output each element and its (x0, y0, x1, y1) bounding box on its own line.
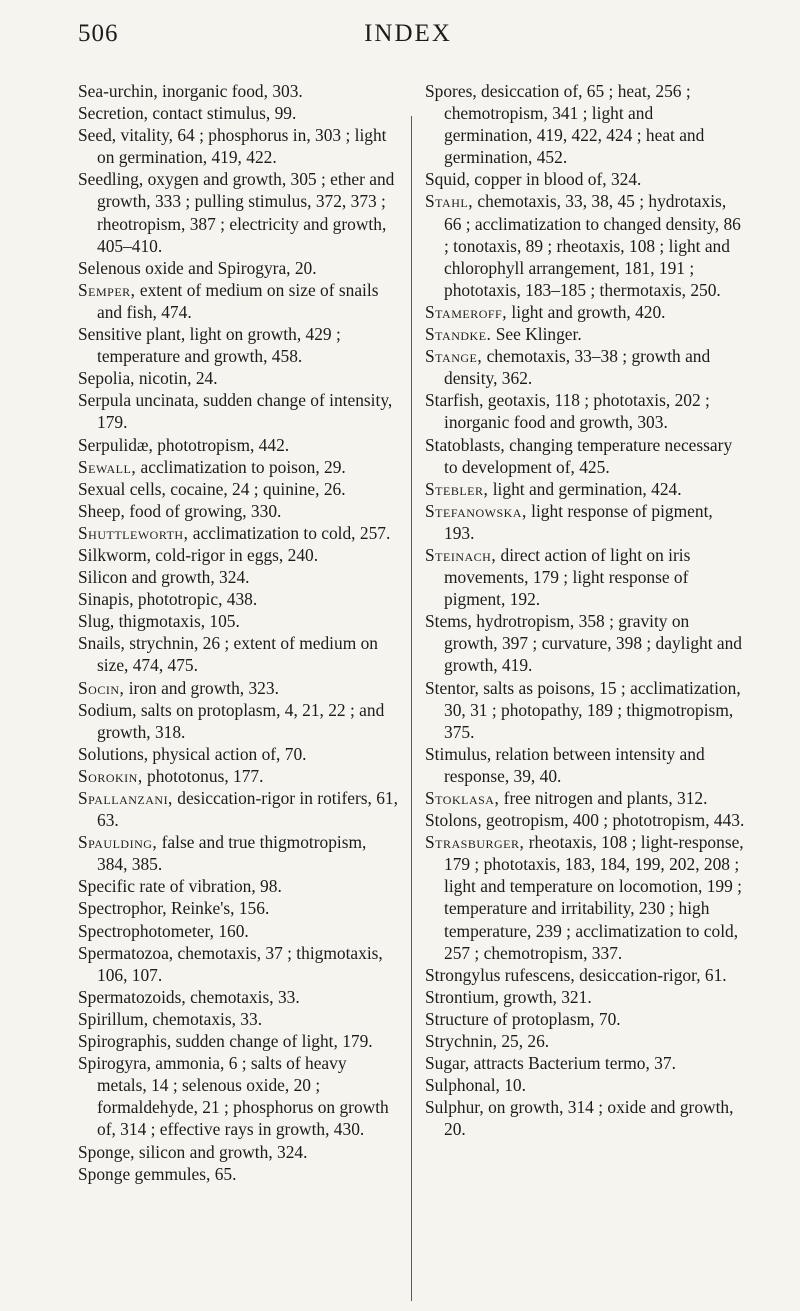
index-entry (78, 434, 398, 456)
index-entry (78, 677, 398, 699)
index-entry (425, 986, 745, 1008)
entry-references: rufescens, desiccation-rigor, 61. (500, 964, 727, 985)
entry-heading: Slug, (78, 611, 115, 632)
entry-heading: Sexual (78, 478, 126, 499)
index-entry (78, 456, 398, 478)
entry-references: desiccation of, 65 ; heat, 256 ; chemotropism, 341 ; light and germination, 419, 422, 424 ; heat and germination, 452. (444, 81, 705, 168)
entry-references: cells, cocaine, 24 ; quinine, 26. (125, 478, 346, 499)
index-entry (78, 389, 398, 433)
entry-heading: Shuttleworth, (78, 522, 189, 543)
entry-heading: Sensitive (78, 324, 142, 345)
entry-heading: Sodium, (78, 699, 137, 720)
index-entry (425, 301, 745, 323)
entry-references: salts as poisons, 15 ; acclimatization, 30, 31 ; photopathy, 189 ; thigmotropism, 375. (444, 677, 741, 742)
entry-heading: Stange, (425, 346, 483, 367)
entry-heading: Spectrophor, (78, 898, 167, 919)
entry-references: light response of pigment, 193. (444, 500, 713, 543)
entry-heading: Strychnin, (425, 1031, 497, 1052)
entry-heading: Strongylus (425, 964, 501, 985)
entry-references: cold-rigor in eggs, 240. (150, 544, 319, 565)
entry-references: of protoplasm, 70. (488, 1008, 621, 1029)
index-entry (78, 566, 398, 588)
index-entry (425, 743, 745, 787)
index-entry (425, 809, 745, 831)
entry-heading: Stems, (425, 611, 472, 632)
entry-references: chemotaxis, 37 ; thigmotaxis, 106, 107. (97, 942, 383, 985)
index-entry (78, 522, 398, 544)
index-entry (78, 1008, 398, 1030)
entry-heading: Starfish, (425, 390, 484, 411)
entry-heading: Selenous (78, 257, 141, 278)
entry-references: copper in blood of, 324. (469, 169, 642, 190)
index-entry (425, 677, 745, 743)
entry-heading: Strasburger, (425, 832, 525, 853)
entry-heading: Specific (78, 876, 135, 897)
entry-heading: Solutions, (78, 743, 149, 764)
entry-heading: Spores, (425, 81, 477, 101)
entry-heading: Stebler, (425, 478, 489, 499)
entry-heading: Spallanzani, (78, 788, 173, 808)
entry-heading: Spectrophotometer, (78, 920, 214, 941)
index-entry (78, 102, 398, 124)
index-entry (425, 190, 745, 300)
index-entry (78, 897, 398, 919)
entry-heading: Stahl, (425, 191, 474, 212)
entry-references: ammonia, 6 ; salts of heavy metals, 14 ; selenous oxide, 20 ; formaldehyde, 21 ; phosphorus on growth of, 314 ; effective rays in growth, 430. (97, 1053, 389, 1140)
index-entry (78, 80, 398, 102)
index-entry (78, 765, 398, 787)
column-divider (411, 116, 412, 1301)
entry-heading: Socin, (78, 677, 125, 698)
entry-heading: Spirographis, (78, 1031, 172, 1052)
index-entry (425, 389, 745, 433)
entry-references: 10. (499, 1075, 526, 1096)
index-entry (425, 1096, 745, 1140)
index-entry (78, 1030, 398, 1052)
index-entry (425, 1030, 745, 1052)
index-entry (78, 632, 398, 676)
index-entry (78, 986, 398, 1008)
index-entry (78, 942, 398, 986)
entry-heading: Standke. (425, 324, 492, 345)
index-entry (78, 588, 398, 610)
entry-references: chemotaxis, 33. (185, 986, 300, 1007)
right-column (425, 80, 745, 1141)
index-entry (78, 699, 398, 743)
entry-heading: Sulphur, (425, 1097, 484, 1118)
index-entry (78, 124, 398, 168)
entry-references: iron and growth, 323. (124, 677, 279, 698)
entry-references: contact stimulus, 99. (148, 103, 297, 124)
entry-heading: Sewall, (78, 456, 137, 477)
entry-references: Reinke's, 156. (166, 898, 270, 919)
index-entry (78, 743, 398, 765)
entry-heading: Sulphonal, (425, 1075, 500, 1096)
entry-references: extent of medium on size of snails and fish, 474. (97, 279, 379, 322)
entry-heading: Statoblasts, (425, 434, 505, 455)
index-entry (78, 257, 398, 279)
entry-heading: Sinapis, (78, 589, 134, 610)
entry-heading: Seed, (78, 125, 117, 146)
index-entry (425, 345, 745, 389)
running-head: INDEX (364, 20, 452, 47)
entry-references: thigmotaxis, 105. (114, 611, 240, 632)
entry-references: oxide and Spirogyra, 20. (140, 257, 317, 278)
index-entry (425, 1074, 745, 1096)
page-number: 506 (78, 20, 119, 47)
entry-heading: Stefanowska, (425, 500, 527, 521)
entry-references: silicon and growth, 324. (134, 1141, 308, 1162)
entry-heading: Spermatozoa, (78, 942, 174, 963)
entry-heading: Silicon (78, 567, 128, 588)
index-entry (78, 875, 398, 897)
entry-references: physical action of, 70. (148, 743, 307, 764)
index-entry (78, 279, 398, 323)
index-entry (78, 1163, 398, 1185)
entry-references: strychnin, 26 ; extent of medium on size, 474, 475. (97, 633, 378, 676)
entry-heading: Stoklasa, (425, 788, 500, 808)
entry-heading: Stolons, (425, 810, 482, 831)
entry-references: See Klinger. (491, 324, 582, 345)
entry-heading: Sorokin, (78, 765, 143, 786)
entry-references: light and germination, 424. (488, 478, 682, 499)
entry-references: changing temperature necessary to development of, 425. (444, 434, 733, 477)
index-entry (78, 1141, 398, 1163)
entry-references: acclimatization to poison, 29. (136, 456, 346, 477)
entry-heading: Spirogyra, (78, 1053, 151, 1074)
entry-references: phototropism, 442. (152, 434, 290, 455)
entry-heading: Sea-urchin, (78, 81, 158, 101)
entry-references: and growth, 324. (127, 567, 250, 588)
entry-references: attracts Bacterium termo, 37. (469, 1053, 676, 1074)
entry-references: false and true thigmotropism, 384, 385. (97, 832, 367, 875)
index-entry (425, 80, 745, 168)
entry-heading: Squid, (425, 169, 470, 190)
entry-references: chemotaxis, 33. (148, 1008, 263, 1029)
entry-references: plant, light on growth, 429 ; temperature and growth, 458. (97, 324, 341, 367)
entry-references: gemmules, 65. (130, 1163, 237, 1184)
index-entry (78, 544, 398, 566)
entry-references: geotropism, 400 ; phototropism, 443. (481, 810, 745, 831)
entry-references: hydrotropism, 358 ; gravity on growth, 397 ; curvature, 398 ; daylight and growth, 419. (444, 611, 742, 676)
entry-heading: Sugar, (425, 1053, 470, 1074)
entry-references: chemotaxis, 33, 38, 45 ; hydrotaxis, 66 ; acclimatization to changed density, 86 ; tonotaxis, 89 ; rheotaxis, 108 ; light and chlorophyll arrangement, 181, 191 ; phototaxis, 183–185 ; thermotaxis, 250. (444, 191, 741, 300)
entry-heading: Spermatozoids, (78, 986, 186, 1007)
entry-heading: Sponge (78, 1163, 131, 1184)
entry-heading: Stimulus, (425, 743, 492, 764)
entry-references: sudden change of light, 179. (171, 1031, 373, 1052)
entry-references: salts on protoplasm, 4, 21, 22 ; and growth, 318. (97, 699, 385, 742)
entry-references: 25, 26. (496, 1031, 550, 1052)
index-entry (78, 1052, 398, 1140)
entry-heading: Serpulidæ, (78, 434, 153, 455)
entry-heading: Spaulding, (78, 832, 158, 853)
index-entry (78, 478, 398, 500)
entry-heading: Serpula (78, 390, 132, 411)
entry-references: free nitrogen and plants, 312. (499, 788, 708, 808)
left-column (78, 80, 398, 1185)
index-entry (425, 964, 745, 986)
entry-references: oxygen and growth, 305 ; ether and growth, 333 ; pulling stimulus, 372, 373 ; rheotropism, 387 ; electricity and growth, 405–410. (97, 169, 395, 256)
entry-references: direct action of light on iris movements, 179 ; light response of pigment, 192. (444, 544, 691, 610)
page-header (78, 20, 738, 54)
index-entry (425, 831, 745, 964)
index-entry (78, 367, 398, 389)
entry-references: on growth, 314 ; oxide and growth, 20. (444, 1097, 734, 1140)
index-entry (78, 168, 398, 256)
entry-references: light and growth, 420. (507, 301, 666, 322)
index-entry (425, 787, 745, 809)
entry-heading: Sepolia, (78, 368, 135, 389)
entry-references: rate of vibration, 98. (134, 876, 282, 897)
entry-references: desiccation-rigor in rotifers, 61, 63. (97, 788, 398, 831)
entry-heading: Strontium, (425, 986, 499, 1007)
index-entry (425, 1052, 745, 1074)
entry-heading: Steinach, (425, 544, 497, 565)
entry-heading: Secretion, (78, 103, 149, 124)
entry-references: chemotaxis, 33–38 ; growth and density, 362. (444, 346, 711, 389)
entry-references: 160. (213, 920, 249, 941)
index-entry (425, 434, 745, 478)
index-entry (78, 610, 398, 632)
entry-references: inorganic food, 303. (157, 81, 303, 101)
index-entry (425, 1008, 745, 1030)
index-entry (425, 610, 745, 676)
index-entry (425, 544, 745, 610)
entry-references: phototropic, 438. (133, 589, 258, 610)
index-entry (78, 787, 398, 831)
index-entry (78, 323, 398, 367)
entry-references: acclimatization to cold, 257. (188, 522, 391, 543)
index-entry (78, 831, 398, 875)
index-entry (425, 500, 745, 544)
entry-heading: Stameroff, (425, 301, 508, 322)
index-entry (78, 920, 398, 942)
entry-heading: Seedling, (78, 169, 144, 190)
entry-references: nicotin, 24. (134, 368, 218, 389)
index-entry (425, 323, 745, 345)
index-entry (425, 168, 745, 190)
entry-heading: Sponge, (78, 1141, 135, 1162)
entry-references: phototonus, 177. (142, 765, 264, 786)
entry-heading: Spirillum, (78, 1008, 149, 1029)
entry-heading: Structure (425, 1008, 489, 1029)
entry-references: food of growing, 330. (124, 500, 282, 521)
entry-references: geotaxis, 118 ; phototaxis, 202 ; inorganic food and growth, 303. (444, 390, 710, 433)
index-entry (78, 500, 398, 522)
entry-references: uncinata, sudden change of intensity, 179. (97, 390, 393, 433)
entry-heading: Stentor, (425, 677, 479, 698)
entry-heading: Snails, (78, 633, 125, 654)
entry-references: relation between intensity and response, 39, 40. (444, 743, 705, 786)
entry-references: vitality, 64 ; phosphorus in, 303 ; light on germination, 419, 422. (97, 125, 387, 168)
index-entry (425, 478, 745, 500)
entry-references: growth, 321. (498, 986, 592, 1007)
entry-heading: Sheep, (78, 500, 125, 521)
entry-heading: Semper, (78, 279, 136, 300)
entry-heading: Silkworm, (78, 544, 151, 565)
entry-references: rheotaxis, 108 ; light-response, 179 ; phototaxis, 183, 184, 199, 202, 208 ; light and temperature on locomotion, 199 ; temperature and irritability, 230 ; high temperature, 239 ; acclimatization to cold, 257 ; chemotropism, 337. (444, 832, 744, 963)
